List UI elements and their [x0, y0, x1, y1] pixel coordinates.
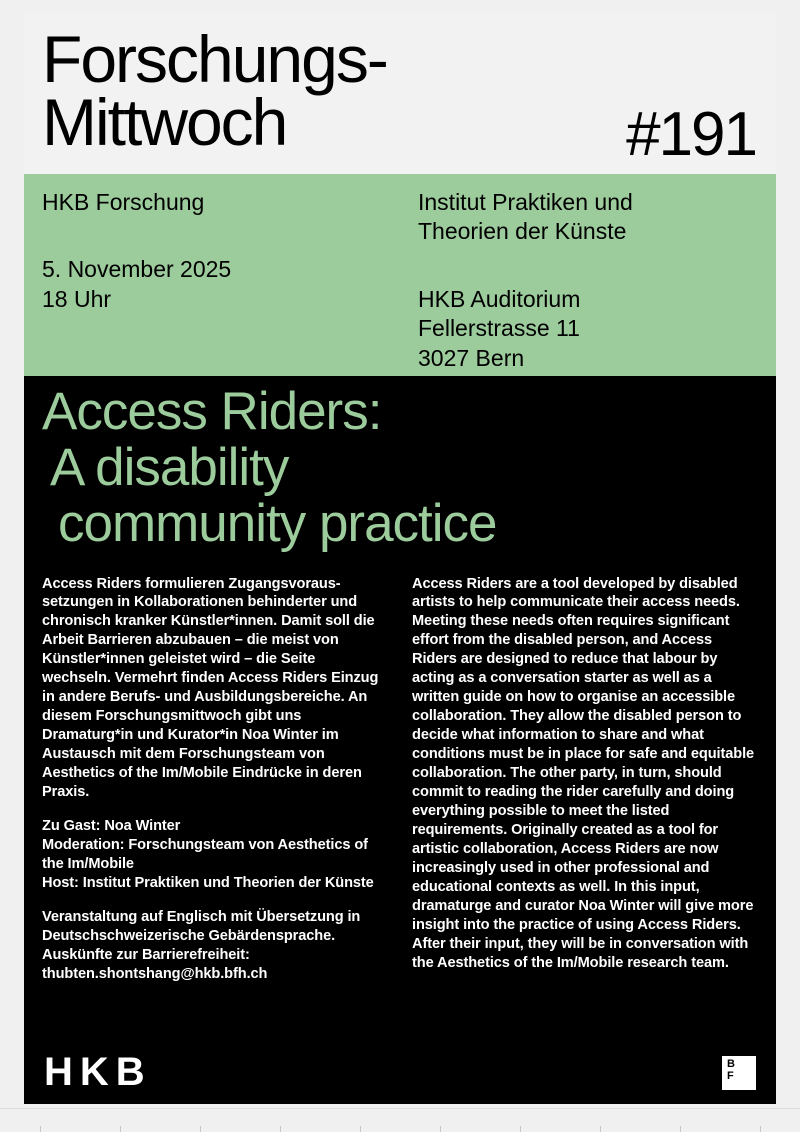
poster-footer: [24, 1038, 776, 1104]
poster-document: [24, 12, 776, 1104]
accessibility-email[interactable]: thubten.shontshang@hkb.bfh.ch: [42, 965, 268, 982]
venue-city: 3027 Bern: [418, 344, 525, 371]
body-columns: [42, 575, 758, 984]
event-info-band: [24, 174, 776, 376]
strip-tick-marks: [0, 1122, 800, 1132]
headline-line-3: community practice: [58, 494, 497, 554]
venue-street: Fellerstrasse 11: [418, 315, 580, 342]
event-time: 18 Uhr: [42, 285, 112, 312]
english-description: Access Riders are a tool developed by disabled artists to help communicate their access needs. Meeting these needs often requires significant effort from the disabled person, and Access Riders are designed to reduce that labour by acting as a conversation starter as well as a written guide on how to organise an accessible collaboration. They allow the disabled person to decide what information to share and what conditions must be in place for safe and equitable collaboration. The other party, in turn, should commit to reading the rider carefully and doing everything possible to meet the listed requirements. Originally created as a tool for artistic collaboration, Access Riders are now increasingly used in other professional and educational contexts as well. In this input, dramaturge and curator Noa Winter will give more insight into the practice of using Access Riders. After their input, they will be in conversation with the Aesthetics of the Im/Mobile research team.: [412, 575, 755, 971]
info-column-left: [42, 188, 400, 356]
spacer: [42, 217, 400, 255]
institute-line-1: Institut Praktiken und: [418, 189, 633, 215]
headline-line-2: A disability: [50, 438, 289, 498]
page-bottom-strip: [0, 1108, 800, 1132]
hkb-logo-letter-h: H: [44, 1050, 74, 1094]
accessibility-contact-label: Auskünfte zur Barrierefreiheit:: [42, 946, 250, 963]
german-accessibility: [42, 908, 388, 984]
hkb-logo-letter-k: K: [79, 1050, 110, 1094]
accessibility-language: Veranstaltung auf Englisch mit Übersetzung in Deutschschweizerische Gebärdensprache.: [42, 909, 361, 944]
event-headline: [42, 384, 758, 553]
credits-guest: Zu Gast: Noa Winter: [42, 818, 181, 835]
poster-main: [24, 376, 776, 1104]
event-date: 5. November 2025: [42, 256, 232, 283]
organiser-label: HKB Forschung: [42, 189, 205, 215]
credits-moderation: Moderation: Forschungsteam von Aesthetics of the Im/Mobile: [42, 837, 368, 873]
credits-host: Host: Institut Praktiken und Theorien der Künste: [42, 875, 374, 892]
spacer: [418, 247, 758, 285]
body-column-english: [412, 575, 758, 984]
hkb-logo: [44, 1050, 146, 1094]
german-credits: [42, 817, 388, 893]
poster-header: [24, 12, 776, 174]
german-description: Access Riders formulieren Zugangsvoraussetzungen in Kollaborationen behinderter und chronisch kranker Künstler*innen. Damit soll die Arbeit Barrieren abzubauen – die meist von Künstler*innen geleistet wird – die Seite wechseln. Vermehrt finden Access Riders Einzug in andere Berufs- und Ausbildungsbereiche. An diesem Forschungsmittwoch gibt uns Dramaturg*in und Kurator*in Noa Winter im Austausch mit dem Forschungsteam von Aesthetics of the Im/Mobile Eindrücke in deren Praxis.: [42, 575, 379, 801]
headline-line-1: Access Riders:: [42, 382, 382, 441]
bfh-logo-letter-b: B: [727, 1058, 735, 1070]
bfh-logo: [722, 1056, 756, 1090]
issue-number: #191: [626, 100, 756, 169]
info-column-right: [400, 188, 758, 371]
title-line-1: Forschungs-: [42, 22, 387, 96]
hkb-logo-letter-b: B: [115, 1050, 146, 1094]
title-line-2: Mittwoch: [42, 85, 287, 160]
body-column-german: [42, 575, 388, 984]
venue-name: HKB Auditorium: [418, 285, 581, 312]
institute-line-2: Theorien der Künste: [418, 218, 627, 245]
bfh-logo-letter-f: F: [727, 1069, 734, 1082]
